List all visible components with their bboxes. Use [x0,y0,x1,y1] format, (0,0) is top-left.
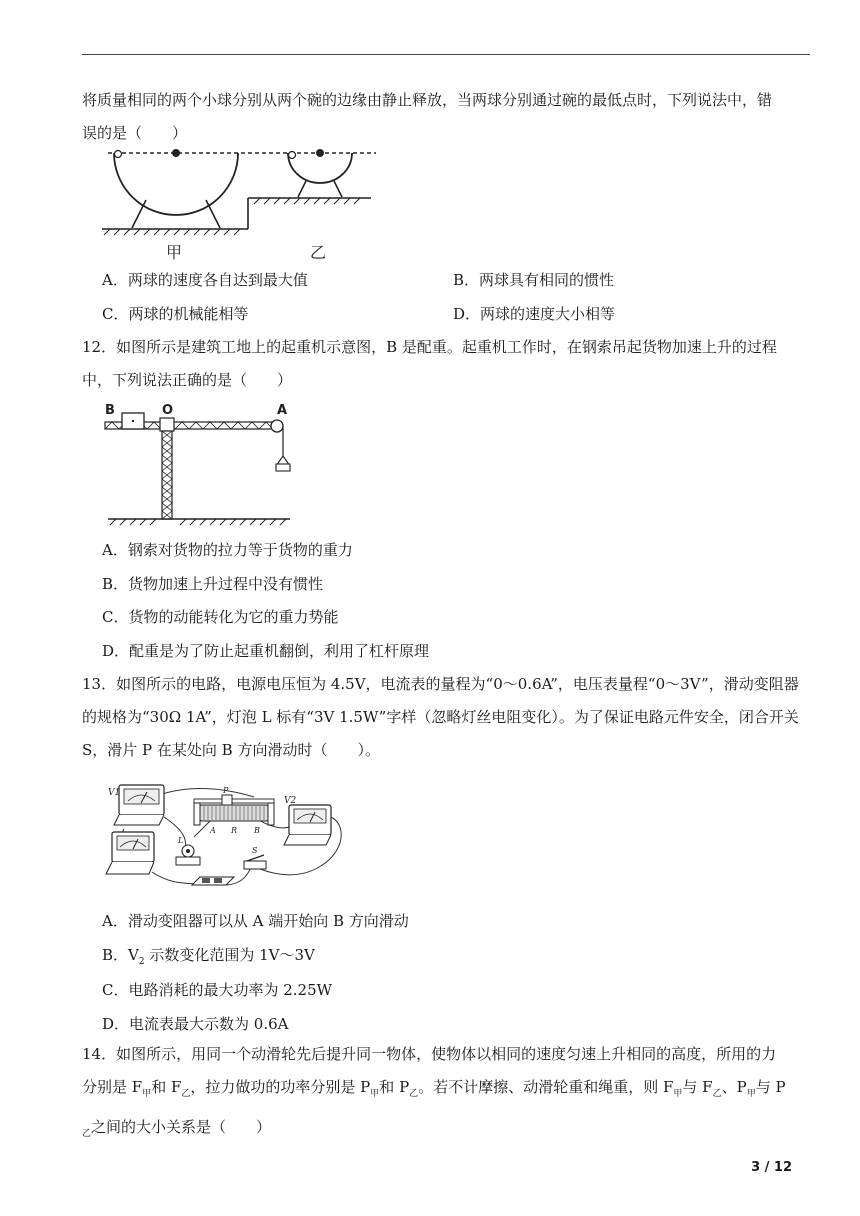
q11-option-a: A．两球的速度各自达到最大值 [102,271,308,289]
header-rule [82,54,810,55]
q13-switch [244,855,266,869]
q13-option-d: D．电流表最大示数为 0.6A [102,1015,289,1033]
q12-option-b: B．货物加速上升过程中没有惯性 [102,575,324,593]
q13-label-r: R [231,826,238,835]
q13-circuit-figure [104,777,354,902]
q11-bowls-figure [96,140,386,270]
q13-label-b: B [254,826,260,835]
q11-option-b: B．两球具有相同的惯性 [453,271,615,289]
q13-stem: 13．如图所示的电路，电源电压恒为 4.5V，电流表的量程为“0～0.6A”，电压表量程“0～3V”，滑动变阻器 的规格为“30Ω 1A”，灯泡 L 标有“3V 1.5W”字样（忽略灯丝电阻变化）。为了保证电路元件安全，闭合开关 S，滑片 P 在某处向 B 方向滑动时（ ）。 [82,675,799,759]
q13-option-c: C．电路消耗的最大功率为 2.25W [102,981,333,999]
q13-option-b: B．$V_2$ 示数变化范围为 1V～3V [102,946,315,967]
q12-option-d: D．配重是为了防止起重机翻倒，利用了杠杆原理 [102,642,430,660]
q12-option-a: A．钢索对货物的拉力等于货物的重力 [102,541,353,559]
q13-v2-meter [284,805,331,845]
q13-label-v2: V2 [284,796,297,806]
q11-option-d: D．两球的速度大小相等 [453,305,616,323]
q12-option-c: C．货物的动能转化为它的重力势能 [102,608,339,626]
q13-option-a: A．滑动变阻器可以从 A 端开始向 B 方向滑动 [102,912,409,930]
q13-label-a: A [210,826,216,835]
q13-ammeter [106,832,154,874]
q12-label-b: B [105,403,115,418]
q13-lamp [176,845,200,865]
q12-crane-figure [100,398,300,530]
q14-stem: 14．如图所示，用同一个动滑轮先后提升同一物体，使物体以相同的速度匀速上升相同的高度，所用的力 分别是 $F_甲$和 $F_乙$，拉力做功的功率分别是 $P_甲$和 $P_乙$。若不计摩擦、动滑轮重和绳重，则 $F_甲$与 $F_乙$、$P_甲$与 P $_乙$之间的大小关系是（ ） [82,1045,786,1139]
q11-option-c: C．两球的机械能相等 [102,305,249,323]
q13-rheostat [194,795,274,825]
q12-label-o: O [162,403,174,418]
q13-v1-meter [114,785,164,825]
q11-label-yi: 乙 [310,243,327,262]
q12-label-a: A [277,403,288,418]
page-number: 3 / 12 [751,1160,792,1175]
q13-label-l: L [178,836,184,845]
q13-label-p: P [223,786,229,795]
q11-stem: 将质量相同的两个小球分别从两个碗的边缘由静止释放，当两球分别通过碗的最低点时，下列说法中，错 误的是（ ） [82,91,773,142]
q11-label-jia: 甲 [166,243,183,262]
q13-battery [192,877,234,885]
q13-label-s: S [252,846,258,855]
q12-stem: 12．如图所示是建筑工地上的起重机示意图，B 是配重。起重机工作时，在钢索吊起货物加速上升的过程 中，下列说法正确的是（ ） [82,338,777,389]
q13-label-v1: V1 [108,788,121,798]
